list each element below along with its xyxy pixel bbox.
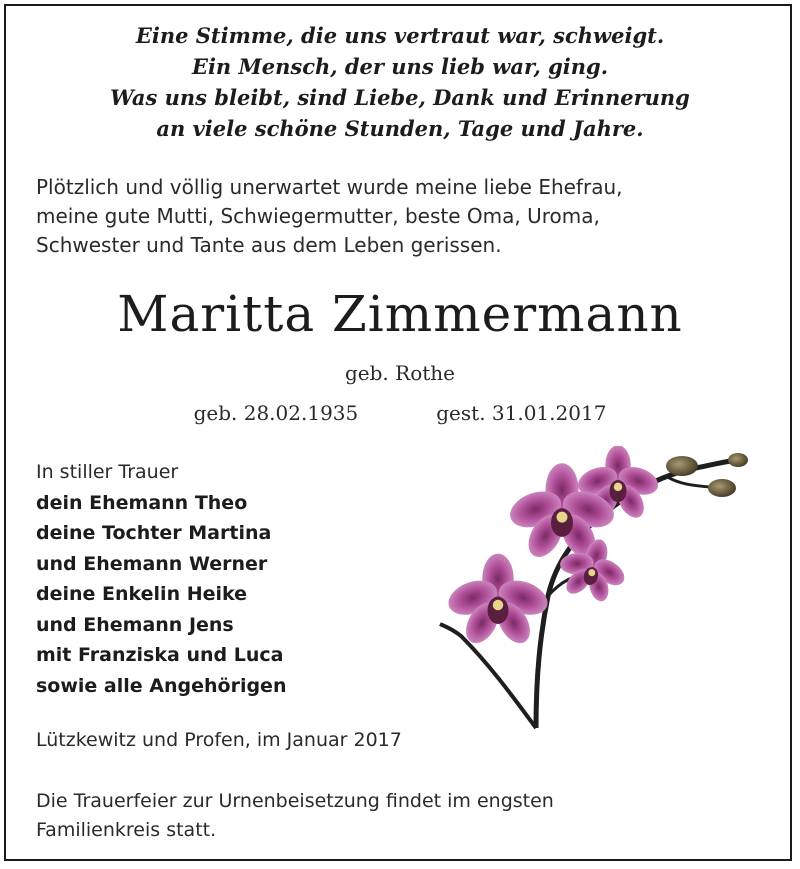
verse-line: an viele schöne Stunden, Tage und Jahre. xyxy=(156,116,644,141)
intro-line: Plötzlich und völlig unerwartet wurde meine liebe Ehefrau, xyxy=(36,175,623,199)
birth-date: geb. 28.02.1935 xyxy=(193,401,359,425)
verse-line: Was uns bleibt, sind Liebe, Dank und Erinnerung xyxy=(110,85,690,110)
mourner-entry: deine Enkelin Heike xyxy=(36,583,248,605)
notice-line: Familienkreis statt. xyxy=(36,819,217,841)
mourner-entry: sowie alle Angehörigen xyxy=(36,674,287,697)
mourner-entry: dein Ehemann Theo xyxy=(36,491,248,514)
intro-text xyxy=(36,173,622,260)
intro-line: meine gute Mutti, Schwiegermutter, beste Oma, Uroma, xyxy=(36,204,600,228)
mourning-lead: In stiller Trauer xyxy=(36,461,179,483)
place-and-date: Lützkewitz und Profen, im Januar 2017 xyxy=(36,729,402,751)
deceased-name: Maritta Zimmermann xyxy=(117,285,683,343)
memorial-verse xyxy=(0,20,800,144)
notice-line: Die Trauerfeier zur Urnenbeisetzung findet im engsten xyxy=(36,790,554,812)
mourners-list xyxy=(36,457,286,701)
verse-line: Ein Mensch, der uns lieb war, ging. xyxy=(191,54,609,79)
orchid-illustration xyxy=(436,446,756,731)
life-dates xyxy=(0,401,800,425)
mourner-entry: und Ehemann Werner xyxy=(36,552,268,575)
death-date: gest. 31.01.2017 xyxy=(436,401,607,425)
verse-line: Eine Stimme, die uns vertraut war, schweigt. xyxy=(135,23,665,48)
funeral-notice xyxy=(36,787,554,845)
mourner-entry: mit Franziska und Luca xyxy=(36,644,284,666)
mourner-entry: und Ehemann Jens xyxy=(36,613,234,636)
mourner-entry: deine Tochter Martina xyxy=(36,522,272,544)
intro-line: Schwester und Tante aus dem Leben gerissen. xyxy=(36,233,502,257)
birth-name: geb. Rothe xyxy=(344,361,455,385)
